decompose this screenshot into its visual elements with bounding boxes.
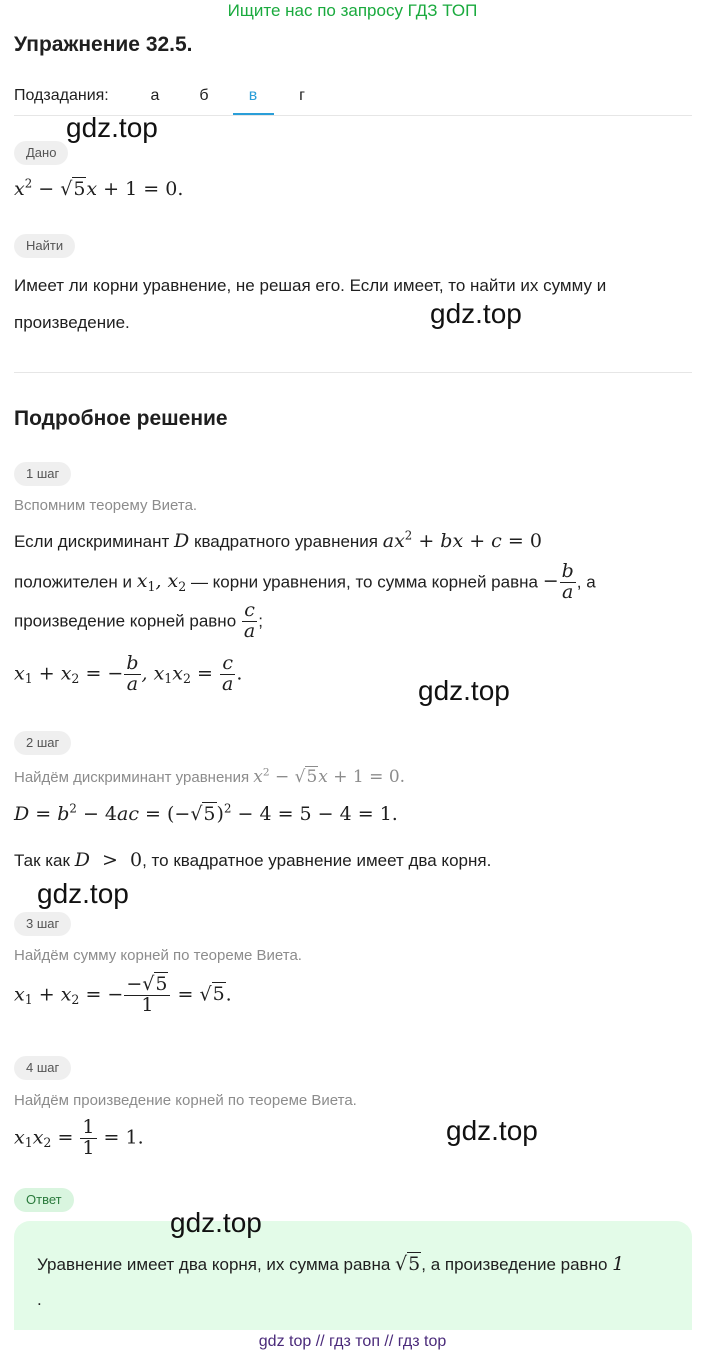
given-badge: Дано [14,141,68,165]
step-2-hint: Найдём дискриминант уравнения $x^2 - √5x + 1 = 0$. [14,766,406,787]
answer-text: Уравнение имеет два корня, их сумма равна √5, а произведение равно 1 [37,1253,625,1275]
find-badge: Найти [14,234,75,258]
find-text-line2: произведение. [14,313,130,332]
watermark: gdz.top [418,675,510,706]
step-1-formula: $x_1 + x_2$ = − $\frac{b}{a}$ , $x_1x_2$ = $\frac{c}{a}$ . [14,652,243,695]
tab-a[interactable]: а [150,87,160,104]
step-4-badge: 4 шаг [14,1056,71,1080]
watermark: gdz.top [66,112,158,143]
watermark: gdz.top [37,878,129,909]
answer-badge: Ответ [14,1188,74,1212]
step-2-formula: $D = b^2 - 4ac = (-√5)^2 - 4 = 5 - 4 = 1$. [14,801,398,825]
step-3-badge: 3 шаг [14,912,71,936]
step-1-hint: Вспомним теорему Виета. [14,497,198,514]
tab-b[interactable]: б [199,87,209,104]
given-equation: $x^2 - √5x + 1 = 0$. [14,176,184,200]
watermark: gdz.top [430,298,522,329]
step-4-hint: Найдём произведение корней по теореме Виета. [14,1092,357,1109]
answer-box [14,1221,692,1330]
subtasks-label: Подзадания: [14,87,109,104]
step-1-line1: Если дискриминант D квадратного уравнения $ax^2$ + bx + c = 0 [14,528,542,552]
step-3-formula: $x_1 + x_2$ = − $\frac{-√5}{1}$ = √5. [14,973,232,1016]
footer-links[interactable]: gdz top // гдз топ // гдз top [258,1333,447,1350]
tab-v[interactable]: в [248,87,258,104]
page-title: Упражнение 32.5. [14,33,193,56]
step-3-hint: Найдём сумму корней по теореме Виета. [14,947,302,964]
watermark: gdz.top [170,1207,262,1238]
step-2-badge: 2 шаг [14,731,71,755]
step-4-formula: $x_1x_2$ = $\frac{1}{1}$ = 1. [14,1116,144,1159]
watermark: gdz.top [446,1115,538,1146]
step-2-conclusion: Так как D > 0, то квадратное уравнение имеет два корня. [14,849,492,871]
active-tab-indicator [233,113,274,115]
step-1-badge: 1 шаг [14,462,71,486]
find-text-line1: Имеет ли корни уравнение, не решая его. Если имеет, то найти их сумму и [14,276,607,295]
section-divider [14,372,692,373]
solution-title: Подробное решение [14,407,228,430]
answer-period: . [37,1290,42,1309]
step-1-line3: произведение корней равно $\frac{c}{a}$ ; [14,599,263,642]
search-banner[interactable]: Ищите нас по запросу ГДЗ ТОП [227,1,478,20]
step-1-line2: положителен и $x_1$, $x_2$ — корни уравнения, то сумма корней равна − $\frac{b}{a}$ , а [14,560,596,603]
tab-g[interactable]: г [299,87,305,104]
